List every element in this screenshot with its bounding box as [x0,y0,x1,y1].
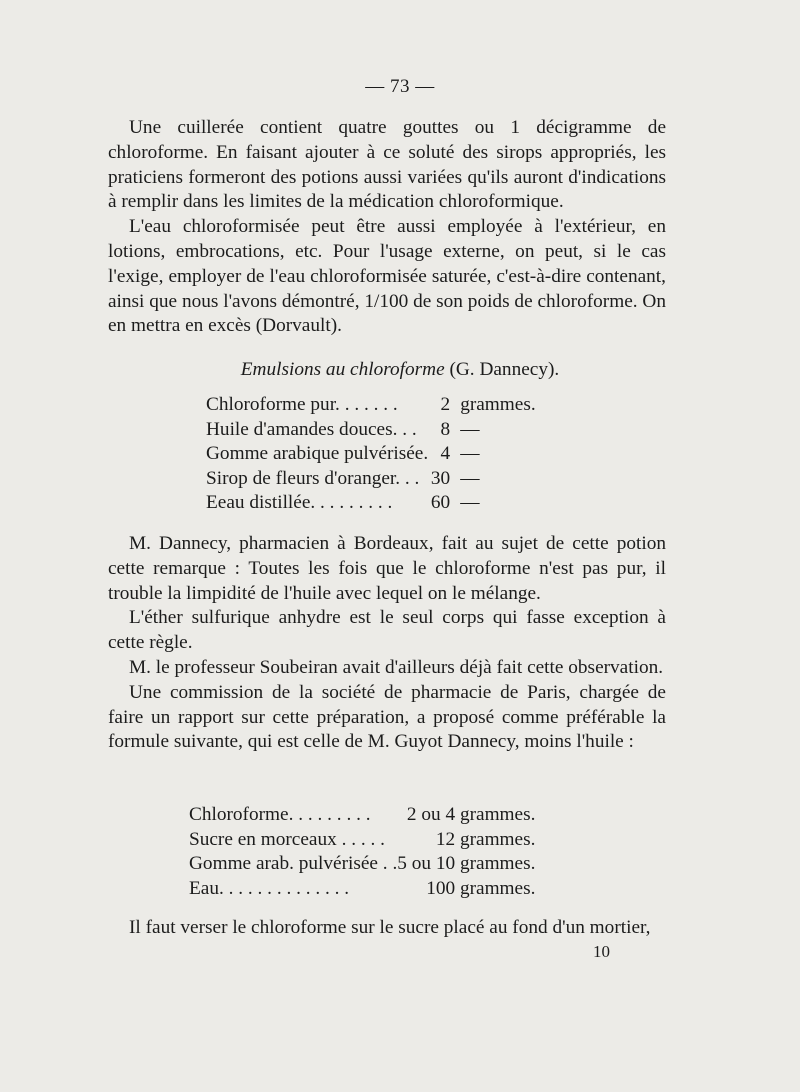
paragraph: Une cuillerée contient quatre gouttes ou 1 décigramme de chloroforme. En faisant ajouter à ce soluté des sirops appropriés, les praticiens formeront des potions aussi variées qu'ils auront d'indications à remplir dans les limites de la médication chloroformique. [108,117,666,213]
table-row [206,468,536,493]
ingredient-unit: grammes. [460,394,536,415]
paragraph: L'éther sulfurique anhydre est le seul corps qui fasse exception à cette règle. [108,607,666,654]
ingredient-name: Eau. . . . . . . . . . . . . . [189,878,350,900]
ingredient-unit: — [460,443,480,465]
ingredient-quantity: 100 grammes. [426,878,536,900]
table-row [206,443,536,468]
ingredient-quantity: 60 [430,492,451,514]
recipe-title [0,358,800,382]
paragraph: M. le professeur Soubeiran avait d'ailleurs déjà fait cette observation. [129,656,664,678]
ingredient-quantity: 5 ou 10 grammes. [397,853,536,875]
recipe-title-attribution: (G. Dannecy). [444,359,560,380]
ingredient-quantity: 8 [440,418,451,440]
table-row [189,853,535,878]
ingredient-name: Sirop de fleurs d'oranger. . . [206,467,420,489]
text-block-2 [108,532,666,755]
page-number: — 73 — [365,76,435,97]
table-row [206,419,536,444]
recipe-title-italic: Emulsions au chloroforme [240,359,445,380]
ingredient-quantity: 2 [440,394,451,415]
ingredient-quantity: 30 [430,467,451,489]
ingredient-name: Sucre en morceaux . . . . . [189,828,385,850]
table-row [206,394,536,419]
paragraph: Il faut verser le chloroforme sur le sucre placé au fond d'un mortier, [129,917,651,938]
table-row [189,829,535,854]
ingredient-quantity: 4 [440,443,451,465]
ingredient-name: Chloroforme. . . . . . . . . [189,804,371,825]
table-row [189,878,535,903]
paragraph: L'eau chloroformisée peut être aussi employée à l'extérieur, en lotions, embrocations, etc. Pour l'usage externe, on peut, si le cas l'exige, employer de l'eau chloroformisée saturée, c'est-à-dire contenant, ainsi que nous l'avons démontré, 1/100 de son poids de chloroforme. On en mettra en excès (Dorvault). [108,216,666,337]
paragraph: M. Dannecy, pharmacien à Bordeaux, fait au sujet de cette potion cette remarque : Toutes les fois que le chloroforme n'est pas pur, il trouble la limpidité de l'huile avec lequel on le mélange. [108,533,666,604]
table-row [189,804,535,829]
table-row [206,492,536,517]
paragraph: Une commission de la société de pharmacie de Paris, chargée de faire un rapport sur cette préparation, a proposé comme préférable la formule suivante, qui est celle de M. Guyot Dannecy, moins l'huile : [108,681,666,753]
ingredient-unit: — [460,467,480,489]
text-block-1 [108,116,666,339]
ingredient-name: Eeau distillée. . . . . . . . . [206,492,393,514]
ingredient-name: Chloroforme pur. . . . . . . [206,394,398,415]
ingredient-name: Gomme arab. pulvérisée . . [189,853,398,875]
ingredient-name: Gomme arabique pulvérisée. [206,443,429,465]
ingredient-quantity: 12 grammes. [435,828,536,850]
recipe-1-table [206,394,536,517]
signature-mark: 10 [593,942,610,961]
ingredient-name: Huile d'amandes douces. . . [206,418,417,440]
text-block-3 [108,916,666,941]
ingredient-quantity: 2 ou 4 grammes. [406,804,536,825]
ingredient-unit: — [460,418,480,440]
recipe-2-table [189,804,535,903]
ingredient-unit: — [460,492,480,514]
